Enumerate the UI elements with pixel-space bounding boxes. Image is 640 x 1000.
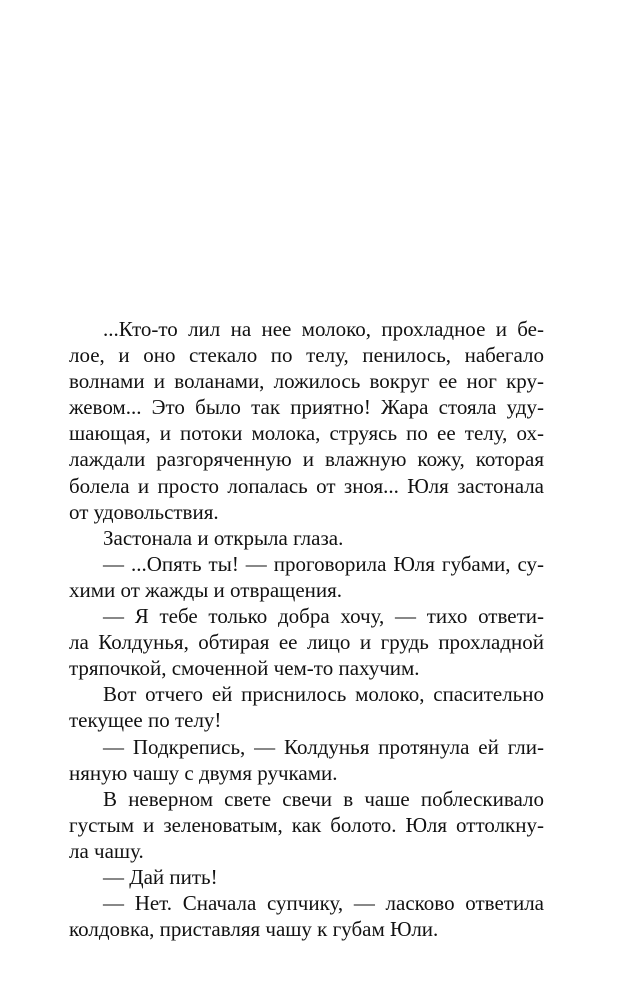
text-line: — Подкрепись, — Колдунья протянула ей гли-	[103, 734, 544, 759]
text-line: ла чашу.	[69, 838, 144, 863]
text-line: Застонала и открыла глаза.	[103, 525, 344, 550]
text-line: ла Колдунья, обтирая ее лицо и грудь прохладной	[69, 630, 544, 655]
text-line: текущее по телу!	[69, 708, 222, 733]
body-text	[69, 316, 544, 942]
text-line: хими от жажды и отвращения.	[69, 577, 343, 602]
paragraph	[69, 525, 544, 551]
text-line: — Дай пить!	[103, 864, 218, 889]
paragraph	[69, 734, 544, 786]
text-line: шающая, и потоки молока, струясь по ее телу, ох-	[69, 421, 544, 446]
text-line: тряпочкой, смоченной чем-то пахучим.	[69, 656, 420, 681]
text-line: густым и зеленоватым, как болото. Юля оттолкну-	[69, 812, 544, 837]
text-line: волнами и воланами, ложилось вокруг ее ног кру-	[69, 369, 544, 394]
text-line: жевом... Это было так приятно! Жара стояла уду-	[69, 395, 544, 420]
text-line: колдовка, приставляя чашу к губам Юли.	[69, 917, 439, 942]
text-line: В неверном свете свечи в чаше поблескивало	[103, 786, 544, 811]
text-line: болела и просто лопалась от зноя... Юля застонала	[69, 473, 544, 498]
text-line: Вот отчего ей приснилось молоко, спасительно	[103, 682, 544, 707]
paragraph	[69, 786, 544, 864]
text-line: — Я тебе только добра хочу, — тихо ответи-	[103, 604, 544, 629]
paragraph	[69, 864, 544, 890]
paragraph	[69, 890, 544, 942]
text-line: — ...Опять ты! — проговорила Юля губами, су-	[103, 551, 544, 576]
text-line: няную чашу с двумя ручками.	[69, 760, 338, 785]
paragraph	[69, 316, 544, 525]
text-line: — Нет. Сначала супчику, — ласково ответила	[103, 891, 544, 916]
paragraph	[69, 603, 544, 681]
text-line: ...Кто-то лил на нее молоко, прохладное и бе-	[103, 317, 544, 341]
text-line: от удовольствия.	[69, 499, 219, 524]
paragraph	[69, 681, 544, 733]
text-line: лое, и оно стекало по телу, пенилось, набегало	[69, 343, 544, 368]
text-line: лаждали разгоряченную и влажную кожу, которая	[69, 447, 544, 472]
paragraph	[69, 551, 544, 603]
